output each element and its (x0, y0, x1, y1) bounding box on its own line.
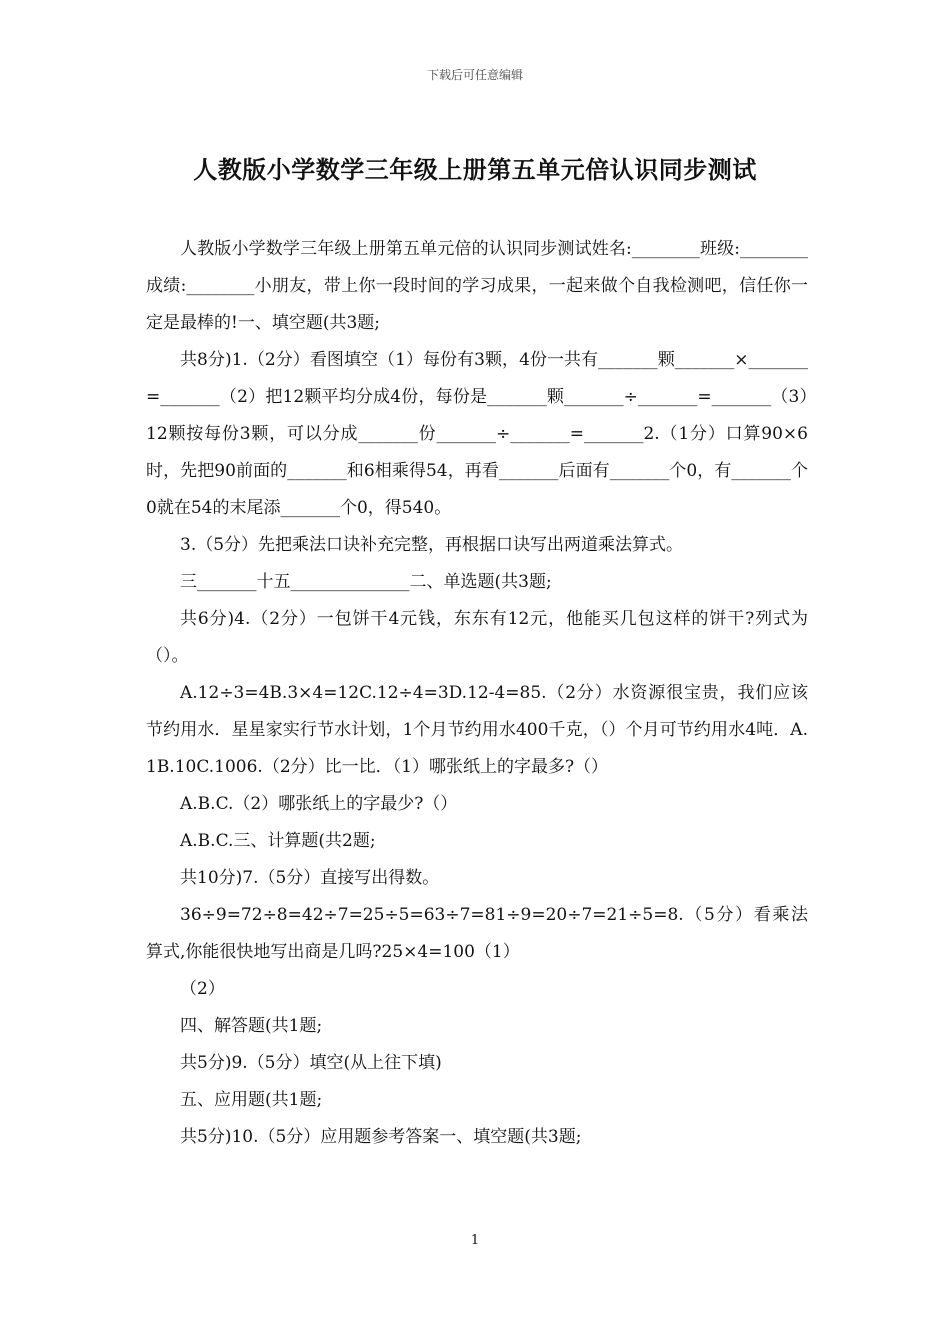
paragraph: 三_______十五______________二、单选题(共3题; (180, 572, 552, 592)
paragraph: 人教版小学数学三年级上册第五单元倍的认识同步测试姓名:________班级:________成绩:________小朋友，带上你一段时间的学习成果，一起来做个自我检测吧，信任你一定是最棒的!一、填空题(共3题; (146, 239, 808, 333)
paragraph: 3.（5分）先把乘法口诀补充完整，再根据口诀写出两道乘法算式。 (180, 535, 684, 555)
paragraph: 五、应用题(共1题; (180, 1090, 323, 1110)
paragraph: 共5分)10.（5分）应用题参考答案一、填空题(共3题; (180, 1127, 582, 1147)
paragraph: 四、解答题(共1题; (180, 1016, 323, 1036)
paragraph: 共5分)9.（5分）填空(从上往下填) (180, 1053, 442, 1073)
paragraph: 共6分)4.（2分）一包饼干4元钱，东东有12元，他能买几包这样的饼干?列式为（）。 (146, 609, 808, 666)
document-body (146, 231, 808, 1156)
paragraph: A.12÷3=4B.3×4=12C.12÷4=3D.12-4=85.（2分）水资源很宝贵，我们应该节约用水．星星家实行节水计划，1个月节约用水400千克，（）个月可节约用水4吨．A.1B.10C.1006.（2分）比一比．（1）哪张纸上的字最多?（） (146, 683, 808, 777)
paragraph: （2） (180, 979, 225, 999)
paragraph: A.B.C.（2）哪张纸上的字最少?（） (180, 794, 458, 814)
paragraph: 36÷9=72÷8=42÷7=25÷5=63÷7=81÷9=20÷7=21÷5=8.（5分）看乘法算式,你能很快地写出商是几吗?25×4=100（1） (146, 905, 808, 962)
paragraph: 共8分)1.（2分）看图填空（1）每份有3颗，4份一共有_______颗_______×_______=_______（2）把12颗平均分成4份，每份是_______颗_______÷_______=_______（3）12颗按每份3颗，可以分成_______份_______÷_______=_______2.（1分）口算90×6时，先把90前面的_______和6相乘得54，再看_______后面有_______个0，有_______个0就在54的末尾添_______个0，得540。 (146, 350, 808, 518)
document-title: 人教版小学数学三年级上册第五单元倍认识同步测试 (193, 155, 757, 184)
paragraph: 共10分)7.（5分）直接写出得数。 (180, 868, 440, 888)
header-note: 下载后可任意编辑 (426, 68, 523, 82)
page-number: 1 (470, 1233, 480, 1248)
paragraph: A.B.C.三、计算题(共2题; (180, 831, 376, 851)
